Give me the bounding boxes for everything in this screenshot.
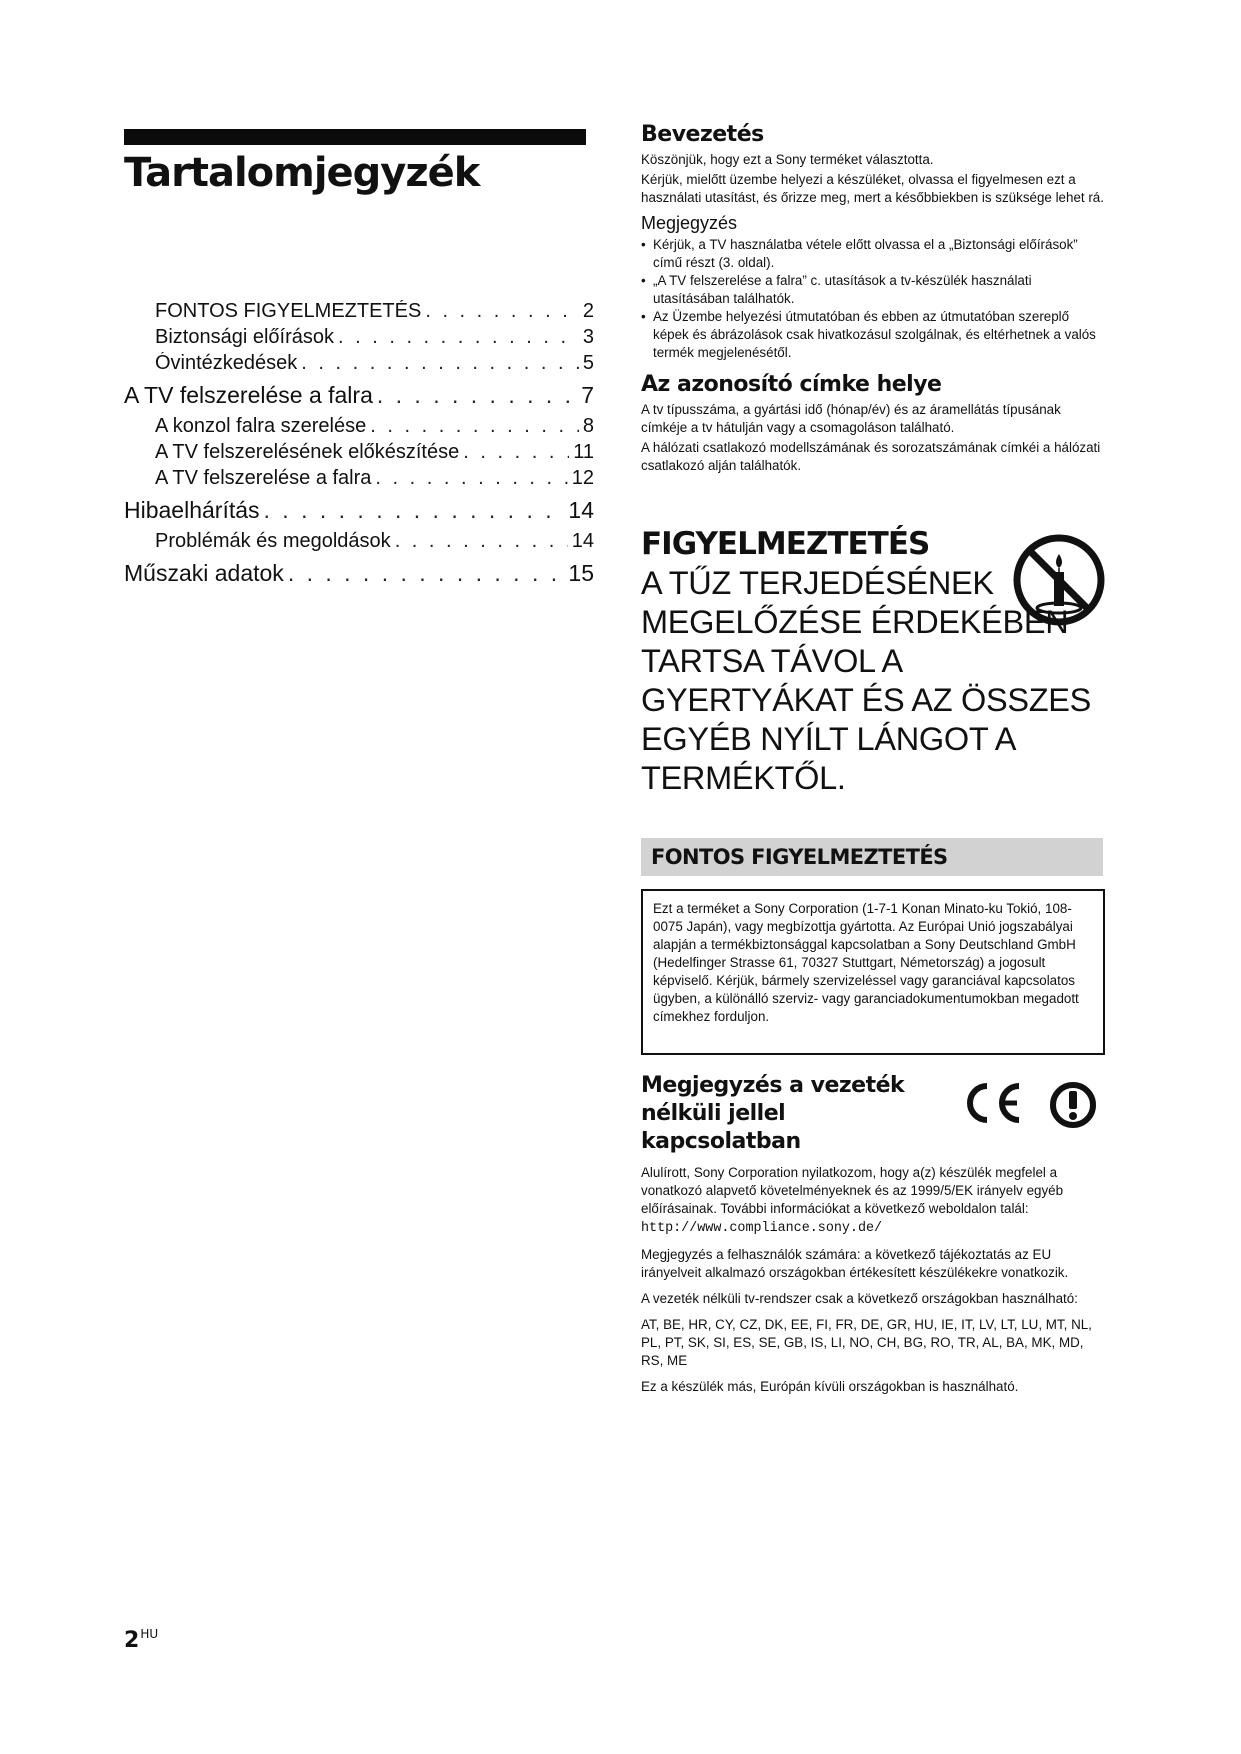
toc-dot-leader	[288, 560, 565, 587]
toc-entry[interactable]	[124, 300, 594, 326]
declaration-text: Alulírott, Sony Corporation nyilatkozom, hogy a(z) készülék megfelel a vonatkozó alapvető követelményeknek és az 1999/5/EK irányelv egyéb előírásainak. További információkat a következő weboldalon talál:	[641, 1165, 1064, 1216]
label-location-heading: Az azonosító címke helye	[641, 372, 942, 397]
toc-entry-page: 12	[571, 467, 594, 489]
toc-dot-leader	[425, 300, 579, 323]
toc-dot-leader	[377, 382, 577, 409]
toc-section[interactable]	[124, 382, 594, 415]
note-heading: Megjegyzés	[641, 213, 738, 233]
warning-title: FIGYELMEZTETÉS	[641, 526, 930, 562]
countries-intro: A vezeték nélküli tv-rendszer csak a következő országokban használható:	[641, 1291, 1078, 1306]
compliance-link[interactable]: http://www.compliance.sony.de/	[641, 1221, 883, 1236]
toc-entry[interactable]	[124, 467, 594, 493]
warning-body: A TŰZ TERJEDÉSÉNEK MEGELŐZÉSE ÉRDEKÉBEN TARTSA TÁVOL A GYERTYÁKAT ÉS AZ ÖSSZES EGYÉB NYÍLT LÁNGOT A TERMÉKTŐL.	[641, 565, 1092, 796]
toc-entry-label: A TV felszerelésének előkészítése	[155, 441, 460, 463]
toc-header-bar	[124, 129, 586, 145]
toc-entry-label: A TV felszerelése a falra	[155, 467, 372, 489]
wireless-heading: Megjegyzés a vezeték nélküli jellel kapcsolatban	[641, 1073, 905, 1154]
toc-section-label: A TV felszerelése a falra	[124, 382, 373, 408]
table-of-contents	[124, 300, 594, 593]
toc-entry-page: 5	[582, 352, 594, 374]
toc-section-page: 15	[568, 560, 594, 586]
toc-section-label: Műszaki adatok	[124, 560, 284, 586]
important-notice-box: Ezt a terméket a Sony Corporation (1-7-1 Konan Minato-ku Tokió, 108-0075 Japán), vagy megbízottja gyártotta. Az Európai Unió jogszabályai alapján a termékbiztonsággal kapcsolatban a Sony Deutschland GmbH (Hedelfinger Strasse 61, 70327 Stuttgart, Németország) a jogosult képviselő. Kérjük, bármely szervizeléssel vagy garanciával kapcsolatos ügyben, a különálló szerviz- vagy garanciadokumentumokban megadott címekhez forduljon.	[641, 889, 1105, 1055]
note-item: • Kérjük, a TV használatba vétele előtt olvassa el a „Biztonsági előírások” című részt (3. oldal).	[641, 236, 1106, 272]
toc-dot-leader	[301, 352, 579, 375]
toc-section-label: Hibaelhárítás	[124, 497, 260, 523]
language-code: HU	[140, 1627, 159, 1641]
important-notice-heading: FONTOS FIGYELMEZTETÉS	[641, 838, 1103, 876]
toc-entry-page: 8	[582, 415, 594, 437]
wireless-section	[641, 1072, 1107, 1404]
toc-entry[interactable]	[124, 530, 594, 556]
toc-entry-page: 2	[582, 300, 594, 322]
toc-dot-leader	[264, 497, 565, 524]
note-item: • „A TV felszerelése a falra” c. utasítások a tv-készülék használati utasításában találhatók.	[641, 272, 1106, 308]
toc-entry[interactable]	[124, 441, 594, 467]
toc-entry[interactable]	[124, 326, 594, 352]
note-list	[641, 236, 1106, 362]
page-number-value: 2	[124, 1628, 140, 1653]
toc-section[interactable]	[124, 560, 594, 593]
label-location-paragraph: A tv típusszáma, a gyártási idő (hónap/év) és az áramellátás típusának címkéje a tv hátulján vagy a csomagoláson található.	[641, 402, 1061, 435]
countries-list: AT, BE, HR, CY, CZ, DK, EE, FI, FR, DE, GR, HU, IE, IT, LV, LT, LU, MT, NL, PL, PT, SK, SI, ES, SE, GB, IS, LI, NO, CH, BG, RO, TR, AL, BA, MK, MD, RS, ME	[641, 1317, 1092, 1368]
toc-entry-label: Biztonsági előírások	[155, 326, 334, 348]
intro-paragraph: Köszönjük, hogy ezt a Sony terméket választotta.	[641, 152, 934, 167]
toc-dot-leader	[375, 467, 567, 490]
intro-column	[641, 122, 1106, 477]
toc-dot-leader	[463, 441, 569, 464]
users-note: Megjegyzés a felhasználók számára: a következő tájékoztatás az EU irányelveit alkalmazó országokban értékesített készülékekre vonatkozik.	[641, 1247, 1069, 1280]
label-location-paragraph: A hálózati csatlakozó modellszámának és sorozatszámának címkéi a hálózati csatlakozó alján találhatók.	[641, 440, 1101, 473]
page-number	[124, 1627, 158, 1653]
toc-entry-page: 3	[582, 326, 594, 348]
toc-dot-leader	[395, 530, 568, 553]
toc-title: Tartalomjegyzék	[124, 150, 480, 196]
toc-entry[interactable]	[124, 415, 594, 441]
toc-entry-page: 14	[571, 530, 594, 552]
toc-section-page: 7	[581, 382, 594, 408]
toc-entry[interactable]	[124, 352, 594, 378]
toc-entry-label: Óvintézkedések	[155, 352, 298, 374]
toc-entry-page: 11	[573, 441, 594, 463]
other-countries-note: Ez a készülék más, Európán kívüli országokban is használható.	[641, 1379, 1019, 1394]
toc-entry-label: FONTOS FIGYELMEZTETÉS	[155, 300, 422, 322]
intro-paragraph: Kérjük, mielőtt üzembe helyezi a készüléket, olvassa el figyelmesen ezt a használati utasítást, és őrizze meg, mert a későbbiekben is szüksége lehet rá.	[641, 172, 1104, 205]
toc-section[interactable]	[124, 497, 594, 530]
note-item: • Az Üzembe helyezési útmutatóban és ebben az útmutatóban szereplő képek és ábrázolások csak hivatkozásul szolgálnak, és eltérhetnek a valós termék megjelenésétől.	[641, 308, 1106, 362]
toc-section-page: 14	[568, 497, 594, 523]
toc-dot-leader	[338, 326, 579, 349]
toc-entry-label: A konzol falra szerelése	[155, 415, 367, 437]
toc-entry-label: Problémák és megoldások	[155, 530, 391, 552]
intro-heading: Bevezetés	[641, 122, 764, 147]
toc-dot-leader	[370, 415, 579, 438]
declaration-paragraph	[641, 1164, 1107, 1238]
